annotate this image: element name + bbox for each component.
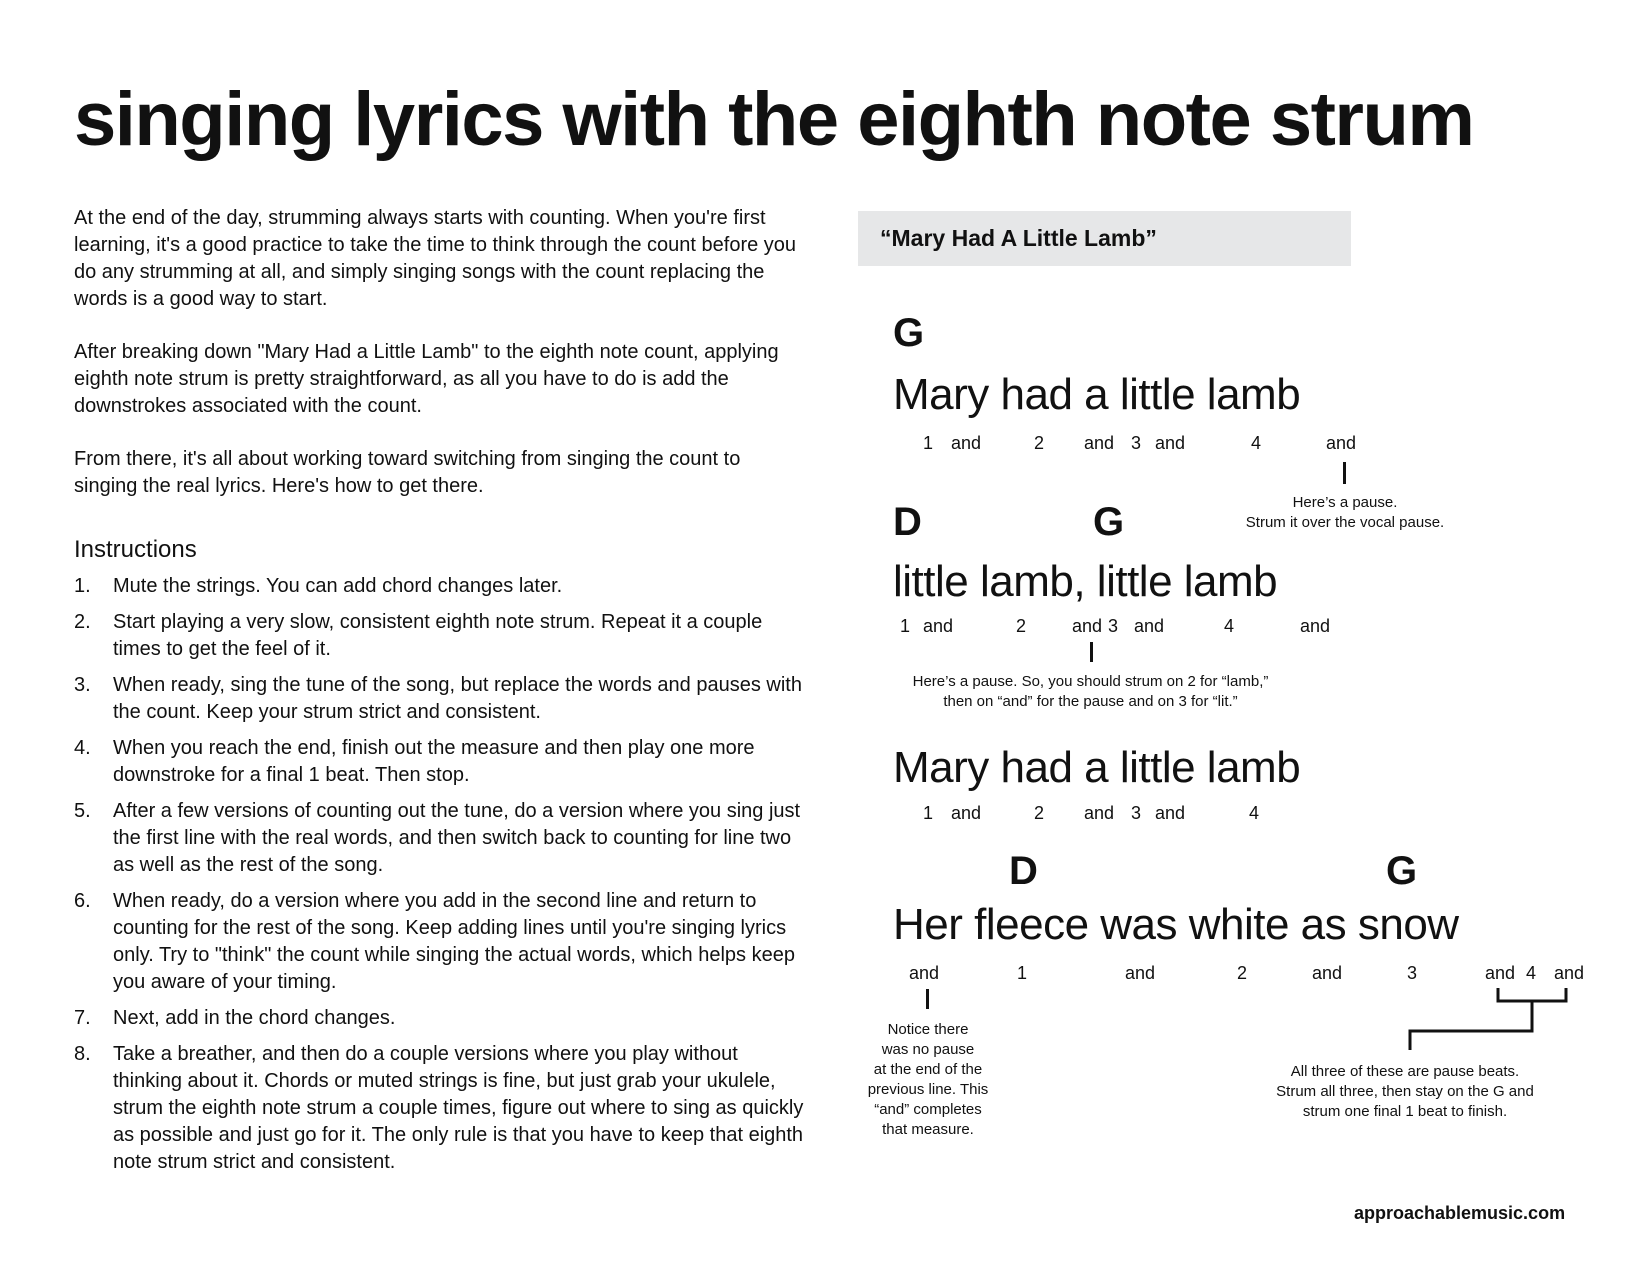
- left-column: [74, 205, 804, 1185]
- list-item: [74, 1041, 804, 1176]
- count-label: and: [1125, 963, 1156, 983]
- count-label: and: [1072, 616, 1103, 636]
- count-label: and: [1084, 433, 1115, 453]
- count-label: and: [1134, 616, 1165, 636]
- list-item: [74, 735, 804, 789]
- list-item-text: When ready, do a version where you add in the second line and return to counting for the rest of the song. Keep adding lines until you're singing lyrics only. Try to "think" the count while singing the actual words, which helps keep you aware of your timing.: [113, 890, 795, 993]
- count-label: 3: [1407, 963, 1418, 983]
- pause-marker: [1343, 462, 1346, 484]
- footer-website: approachablemusic.com: [1354, 1203, 1566, 1223]
- count-label: and: [1300, 616, 1331, 636]
- lyric-line-2: little lamb, little lamb: [893, 557, 1278, 606]
- pause-beats-bracket: [1400, 985, 1575, 1055]
- intro-paragraph-1: At the end of the day, strumming always starts with counting. When you're first learning, it's a good practice to take the time to think through the count before you do any strumming at all, and simply singing songs with the count replacing the words is a good way to start.: [74, 207, 797, 310]
- intro-paragraph-2: After breaking down "Mary Had a Little Lamb" to the eighth note count, applying eighth note strum is pretty straightforward, as all you have to do is add the downstrokes associated with the count.: [74, 341, 779, 417]
- count-label: and: [1155, 803, 1186, 823]
- list-item-text: After a few versions of counting out the tune, do a version where you sing just the first line with the real words, and then switch back to counting for line two as well as the rest of the song.: [113, 800, 801, 876]
- pause-note-2: Here’s a pause. So, you should strum on 2 for “lamb,” then on “and” for the pause and on 3 for “lit.”: [912, 673, 1269, 710]
- list-item: [74, 672, 804, 726]
- chord-g: G: [1386, 849, 1418, 893]
- page-title: singing lyrics with the eighth note strum: [74, 77, 1474, 162]
- chord-g: G: [1093, 500, 1125, 544]
- count-label: and: [1326, 433, 1357, 453]
- list-item-number: 5.: [74, 800, 91, 822]
- count-label: 1: [923, 433, 934, 453]
- count-label: 4: [1249, 803, 1260, 823]
- count-label: 3: [1131, 433, 1142, 453]
- list-item-text: Next, add in the chord changes.: [113, 1007, 396, 1029]
- count-label: 4: [1224, 616, 1235, 636]
- chord-g: G: [893, 311, 925, 355]
- instructions-list: [74, 573, 804, 1176]
- count-label: 4: [1251, 433, 1262, 453]
- count-label: 2: [1237, 963, 1248, 983]
- song-title: “Mary Had A Little Lamb”: [880, 225, 1157, 251]
- chord-d: D: [1009, 849, 1038, 893]
- lyric-line-4: Her fleece was white as snow: [893, 900, 1459, 949]
- lyric-line-3: Mary had a little lamb: [893, 743, 1301, 792]
- pause-marker: [1090, 642, 1093, 662]
- list-item: [74, 798, 804, 879]
- list-item-number: 7.: [74, 1007, 91, 1029]
- count-label: 2: [1034, 433, 1045, 453]
- chord-d: D: [893, 500, 922, 544]
- count-label: 1: [923, 803, 934, 823]
- instructions-heading: Instructions: [74, 536, 197, 563]
- count-label: and: [1084, 803, 1115, 823]
- intro-paragraph-3: From there, it's all about working toward switching from singing the count to singing the real lyrics. Here's how to get there.: [74, 448, 741, 497]
- list-item-number: 8.: [74, 1043, 91, 1065]
- list-item-number: 2.: [74, 611, 91, 633]
- list-item-text: When ready, sing the tune of the song, but replace the words and pauses with the count. Keep your strum strict and consistent.: [113, 674, 802, 723]
- list-item-text: Start playing a very slow, consistent eighth note strum. Repeat it a couple times to get the feel of it.: [113, 611, 763, 660]
- list-item: [74, 609, 804, 663]
- list-item-number: 3.: [74, 674, 91, 696]
- list-item: [74, 1005, 804, 1032]
- count-label: 3: [1131, 803, 1142, 823]
- count-label: 1: [1017, 963, 1028, 983]
- list-item: [74, 573, 804, 600]
- count-label: 4: [1526, 963, 1537, 983]
- list-item-text: When you reach the end, finish out the measure and then play one more downstroke for a final 1 beat. Then stop.: [113, 737, 755, 786]
- count-label: and: [909, 963, 940, 983]
- count-label: and: [1485, 963, 1516, 983]
- list-item-number: 1.: [74, 575, 91, 597]
- count-label: 2: [1016, 616, 1027, 636]
- list-item-text: Mute the strings. You can add chord changes later.: [113, 575, 563, 597]
- lyric-line-1: Mary had a little lamb: [893, 370, 1301, 419]
- pause-marker: [926, 989, 929, 1009]
- count-label: and: [951, 433, 982, 453]
- count-label: and: [1554, 963, 1585, 983]
- note-pause-beats: All three of these are pause beats. Strum all three, then stay on the G and strum one final 1 beat to finish.: [1276, 1063, 1534, 1120]
- note-no-pause: Notice there was no pause at the end of the previous line. This “and” completes that measure.: [867, 1021, 989, 1138]
- count-label: 2: [1034, 803, 1045, 823]
- list-item-number: 4.: [74, 737, 91, 759]
- count-label: and: [951, 803, 982, 823]
- list-item: [74, 888, 804, 996]
- count-label: and: [1155, 433, 1186, 453]
- count-label: and: [1312, 963, 1343, 983]
- count-label: 3: [1108, 616, 1119, 636]
- pause-note-1: Here’s a pause. Strum it over the vocal pause.: [1245, 494, 1445, 531]
- count-label: 1: [900, 616, 911, 636]
- list-item-text: Take a breather, and then do a couple versions where you play without thinking about it. Chords or muted strings is fine, but just grab your ukulele, strum the eighth note strum a couple times, figure out where to sing as quickly as possible and just go for it. The only rule is that you have to keep that eighth note strum strict and consistent.: [113, 1043, 804, 1173]
- list-item-number: 6.: [74, 890, 91, 912]
- count-label: and: [923, 616, 954, 636]
